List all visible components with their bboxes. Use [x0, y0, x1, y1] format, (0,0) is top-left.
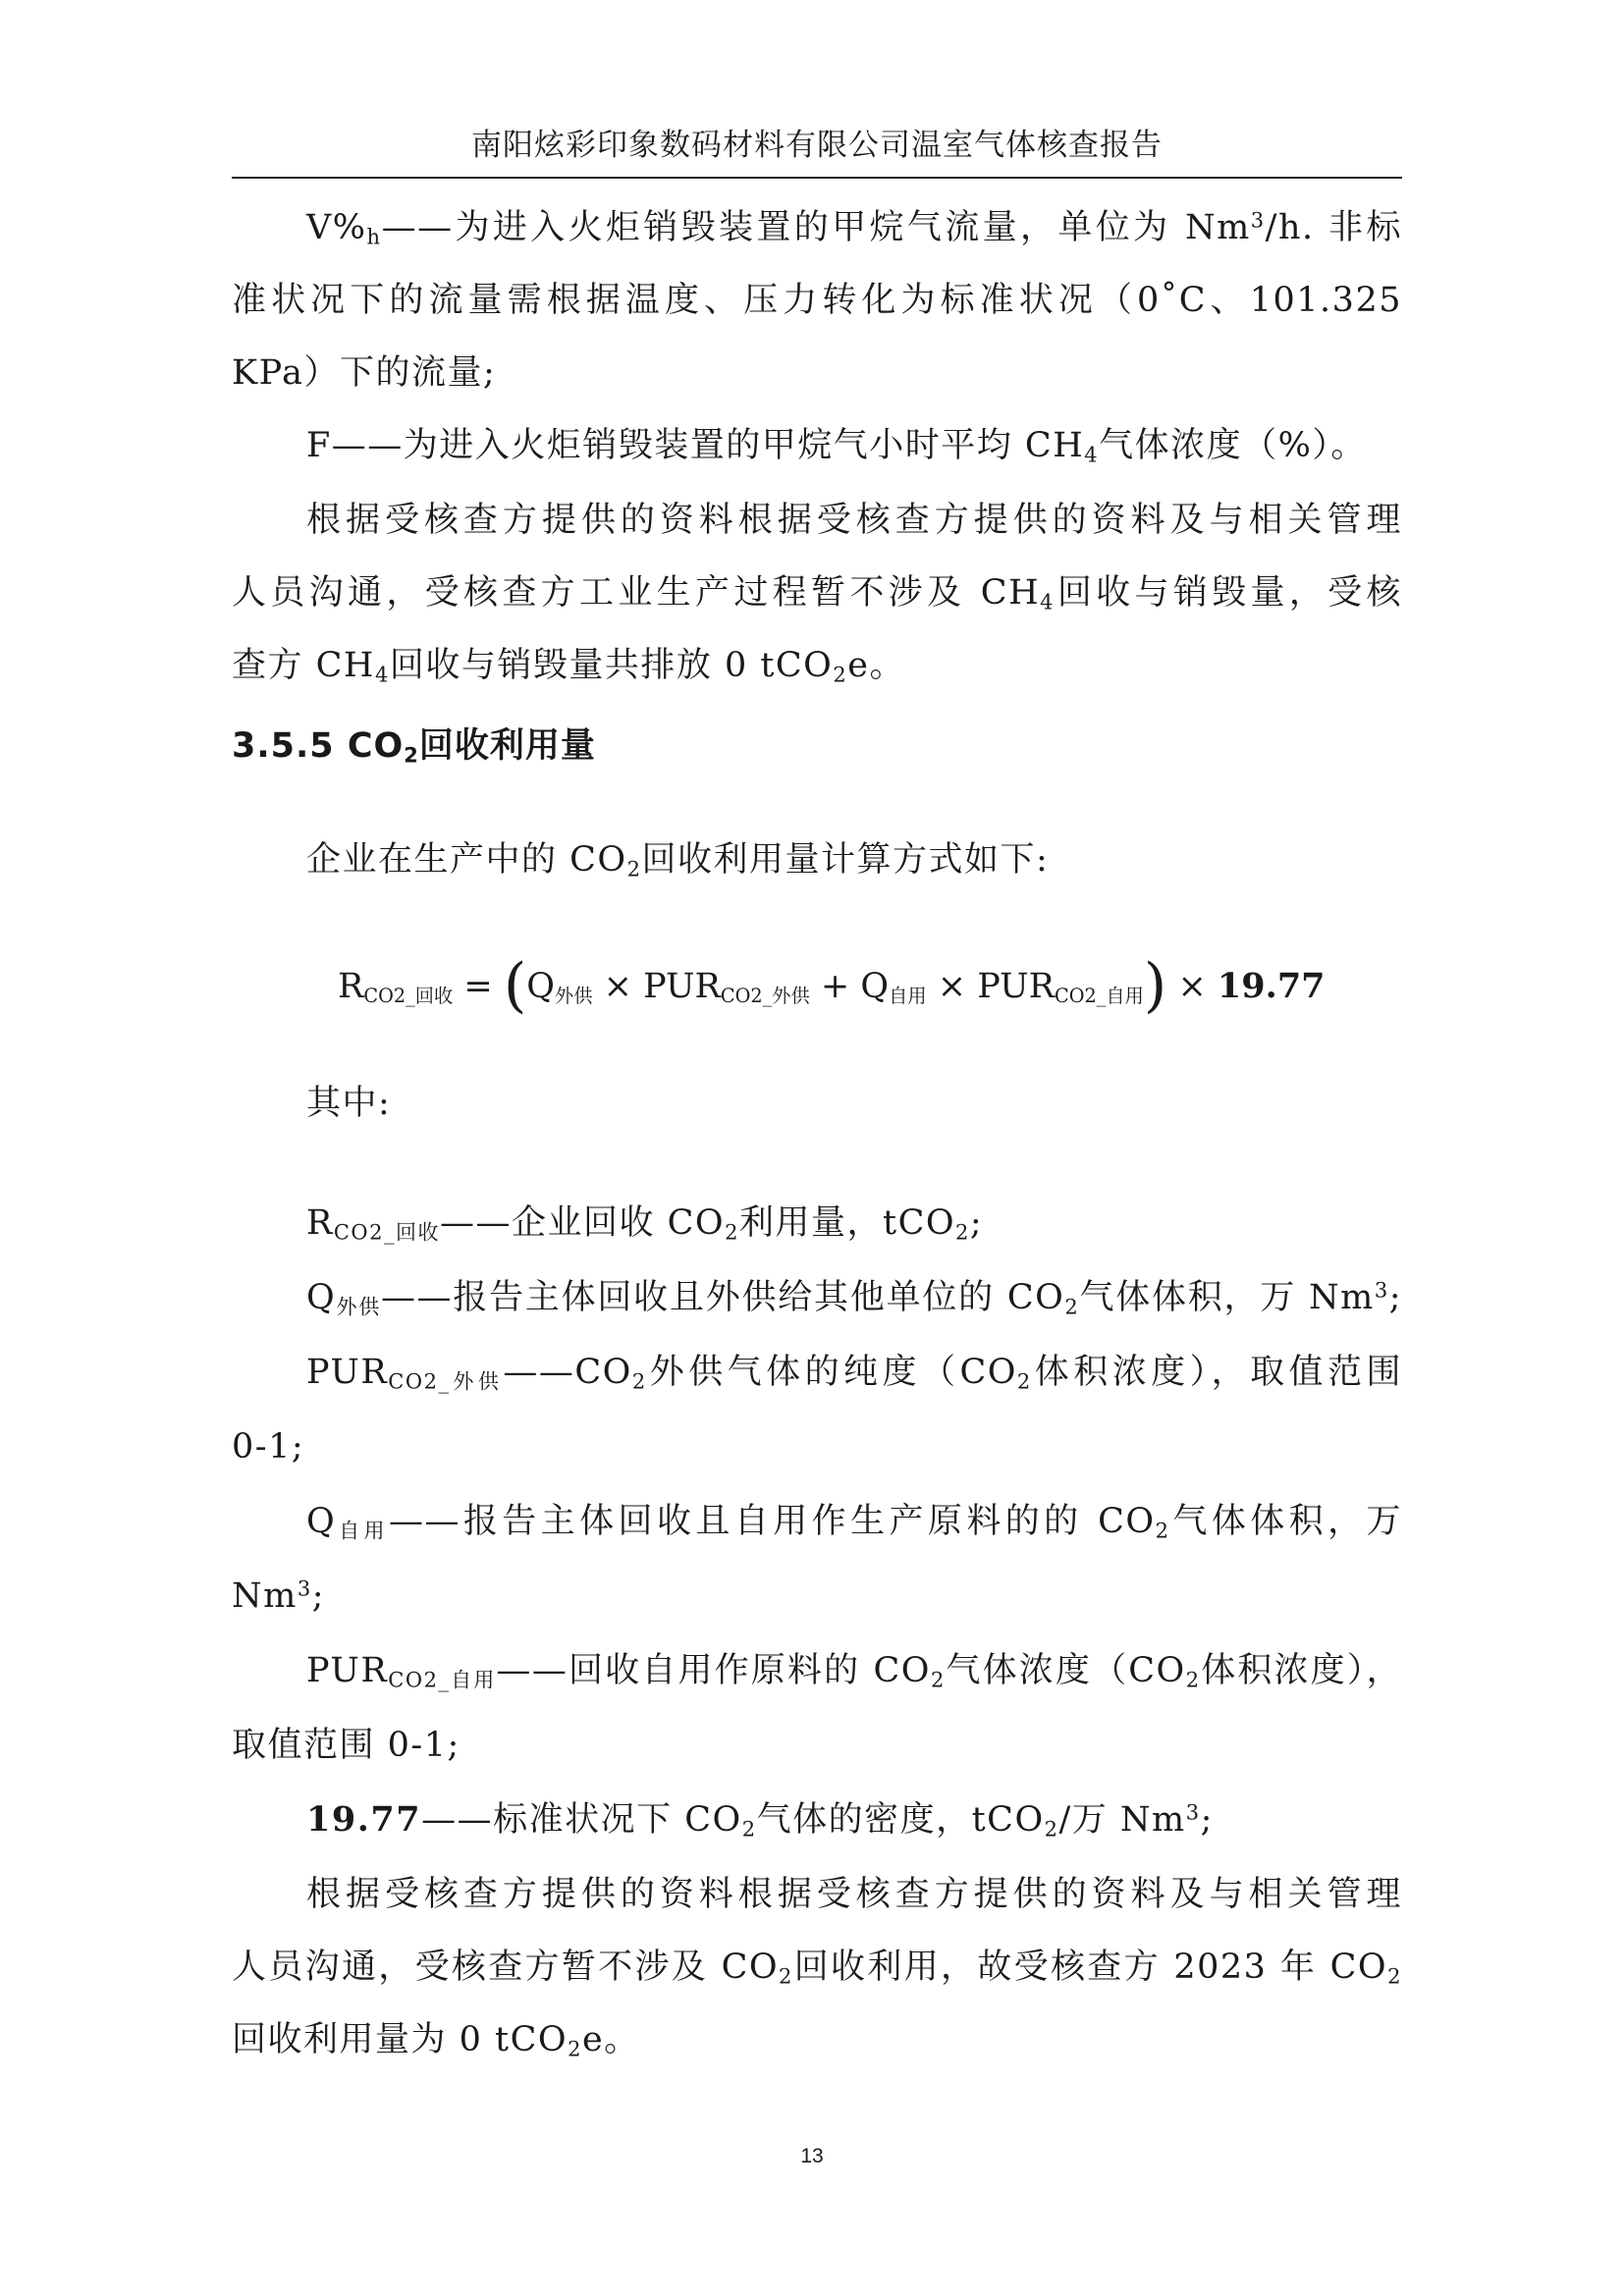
def-v-line2: 准状况下的流量需根据温度、压力转化为标准状况（0˚C、101.325 — [232, 281, 1402, 320]
where-label: 其中: — [306, 1084, 392, 1123]
ch4-para-line3: 查方 $CH_4$回收与销毁量共排放 0 tCO$_2$e。 — [232, 646, 905, 687]
def-pur-supply-line2: 0-1; — [232, 1427, 305, 1467]
def-q-supply: $Q_{外供}——$报告主体回收且外供给其他单位的 $CO_2$气体体积，万 Nm$^3$; — [306, 1278, 1402, 1319]
ch4-para-line2: 人员沟通，受核查方工业生产过程暂不涉及 $CH_4$回收与销毁量，受核 — [232, 573, 1402, 614]
header-rule — [232, 177, 1402, 179]
def-f-line: F——为进入火炬销毁装置的甲烷气小时平均 $CH_4$气体浓度（%）。 — [306, 426, 1367, 467]
co2-para-line3: 回收利用量为 0 tCO$_2$e。 — [232, 2020, 640, 2061]
ch4-para-line1: 根据受核查方提供的资料根据受核查方提供的资料及与相关管理 — [306, 501, 1402, 540]
def-density: 19.77——标准状况下 $CO_2$气体的密度，tCO$_2$/万 Nm$^3$; — [306, 1799, 1214, 1842]
def-q-self-line2: Nm$^3$; — [232, 1576, 325, 1616]
co2-para-line2: 人员沟通，受核查方暂不涉及 $CO_2$回收利用，故受核查方 2023 年 $CO_2$ — [232, 1948, 1402, 1989]
def-v-line1: $V\%_h——$为进入火炬销毁装置的甲烷气流量，单位为 Nm$^3$/h. 非标 — [306, 208, 1402, 249]
page-number: 13 — [800, 2145, 824, 2167]
section-heading: 3.5.5 $CO_2$回收利用量 — [232, 726, 596, 768]
def-pur-supply: $PUR_{CO2\_外供}——CO_2$外供气体的纯度（$CO_2$体积浓度），取值范围 — [306, 1353, 1402, 1394]
def-q-self: $Q_{自用}——$报告主体回收且自用作生产原料的的 $CO_2$气体体积，万 — [306, 1502, 1402, 1543]
def-r: $R_{CO2\_回收}——$企业回收 $CO_2$利用量，tCO$_2$; — [306, 1203, 984, 1245]
def-pur-self-line2: 取值范围 0-1; — [232, 1726, 460, 1765]
co2-recovery-formula: $R_{CO2\_回收} = (Q_{外供} \times PUR_{CO2\_外供} + Q_{自用} \times PUR_{CO2\_自用}) \times 19.77$ — [338, 951, 1326, 1020]
def-pur-self: $PUR_{CO2\_自用}——$回收自用作原料的 $CO_2$气体浓度（$CO_2$体积浓度）， — [306, 1651, 1402, 1692]
def-v-line3: KPa）下的流量; — [232, 353, 497, 393]
page-header: 南阳炫彩印象数码材料有限公司温室气体核查报告 — [471, 128, 1163, 163]
co2-para-line1: 根据受核查方提供的资料根据受核查方提供的资料及与相关管理 — [306, 1875, 1402, 1914]
formula-intro: 企业在生产中的 $CO_2$回收利用量计算方式如下: — [306, 840, 1050, 881]
